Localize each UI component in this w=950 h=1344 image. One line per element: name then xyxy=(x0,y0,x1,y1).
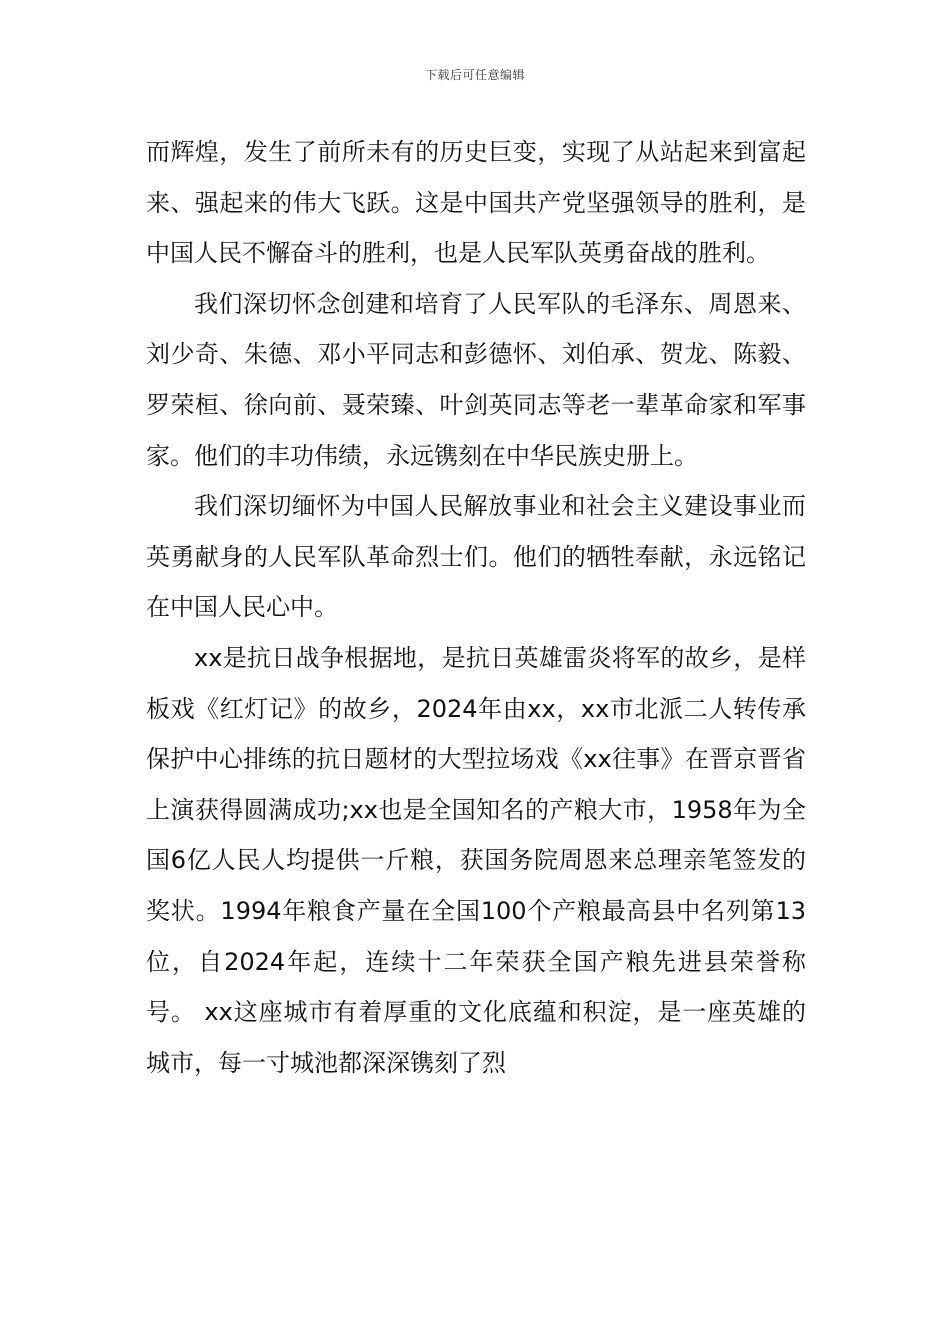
page-header: 下载后可任意编辑 xyxy=(424,68,525,82)
paragraph: 我们深切缅怀为中国人民解放事业和社会主义建设事业而英勇献身的人民军队革命烈士们。他们的牺牲奉献，永远铭记在中国人民心中。 xyxy=(146,492,806,622)
document-body xyxy=(146,127,806,1088)
paragraph: 我们深切怀念创建和培育了人民军队的毛泽东、周恩来、刘少奇、朱德、邓小平同志和彭德怀、刘伯承、贺龙、陈毅、罗荣桓、徐向前、聂荣臻、叶剑英同志等老一辈革命家和军事家。他们的丰功伟绩，永远镌刻在中华民族史册上。 xyxy=(146,289,806,470)
paragraph: 而辉煌，发生了前所未有的历史巨变，实现了从站起来到富起来、强起来的伟大飞跃。这是中国共产党坚强领导的胜利，是中国人民不懈奋斗的胜利，也是人民军队英勇奋战的胜利。 xyxy=(146,138,806,268)
paragraph: xx是抗日战争根据地，是抗日英雄雷炎将军的故乡，是样板戏《红灯记》的故乡，2024年由xx，xx市北派二人转传承保护中心排练的抗日题材的大型拉场戏《xx往事》在晋京晋省上演获得圆满成功;xx也是全国知名的产粮大市，1958年为全国6亿人民人均提供一斤粮，获国务院周恩来总理亲笔签发的奖状。1994年粮食产量在全国100个产粮最高县中名列第13位，自2024年起，连续十二年荣获全国产粮先进县荣誉称号。 xx这座城市有着厚重的文化底蕴和积淀，是一座英雄的城市，每一寸城池都深深镌刻了烈 xyxy=(146,643,806,1077)
